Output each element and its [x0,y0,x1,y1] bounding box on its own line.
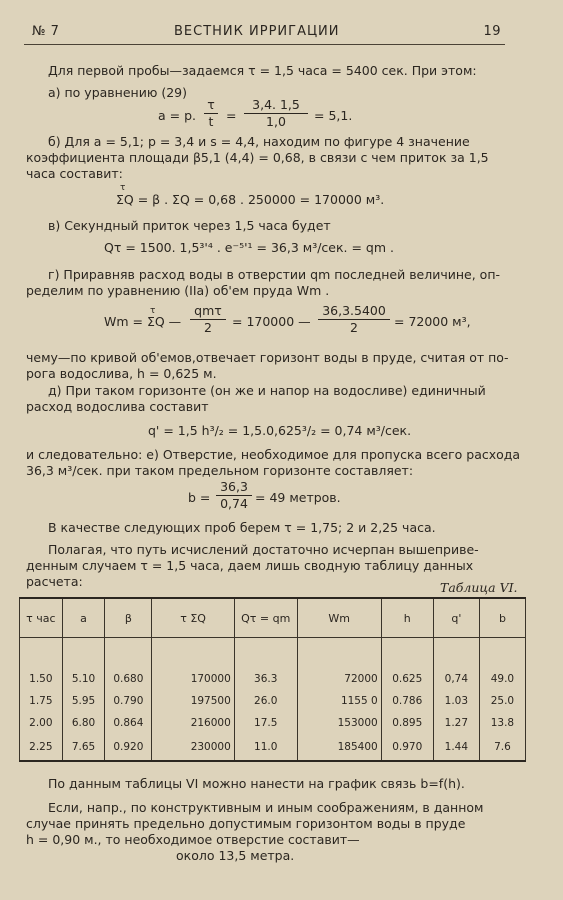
table-cell: 216000 [152,712,234,734]
col-header-tau: τ час [20,598,63,638]
eq-e-num: 36,3 [220,479,248,494]
paragraph-last-line4: около 13,5 метра. [176,848,295,863]
paragraph-last-line3: h = 0,90 м., то необходимое отверстие составит— [26,832,360,847]
paragraph-v: в) Секундный приток через 1,5 часа будет [48,218,331,233]
table-cell: 1.75 [20,690,63,712]
table-cell: 36.3 [234,668,297,690]
col-header-a: а [62,598,105,638]
issue-number: № 7 [32,24,60,39]
table-cell: 25.0 [479,690,525,712]
table-cell: 0.920 [105,734,152,761]
paragraph-summary-line3: расчета: [26,574,83,589]
table-cell: 6.80 [62,712,105,734]
table-cell: 0,74 [433,668,479,690]
table-cell: 13.8 [479,712,525,734]
paragraph-a: а) по уравнению (29) [48,85,187,100]
table-cell: 0.680 [105,668,152,690]
paragraph-last-line2: случае принять предельно допустимым горизонтом воды в пруде [26,816,466,831]
table-cell: 2.00 [20,712,63,734]
eq-g-result: = 72000 м³, [394,314,471,329]
table-cell: 0.970 [381,734,433,761]
table-row [20,712,526,734]
paragraph-b-line2: коэффициента площади β5,1 (4,4) = 0,68, в связи с чем приток за 1,5 [26,150,489,165]
table-header-row [20,598,526,638]
paragraph-summary-line2: денным случаем τ = 1,5 часа, даем лишь сводную таблицу данных [26,558,474,573]
data-table [19,597,526,762]
col-header-qtau: Qτ = qm [234,598,297,638]
col-header-q-prime: q' [433,598,479,638]
table-cell: 2.25 [20,734,63,761]
paragraph-g-line1: г) Приравняв расход воды в отверстии qm последней величине, оп- [48,267,501,282]
equation-d: q' = 1,5 h³/₂ = 1,5.0,625³/₂ = 0,74 м³/сек. [148,423,412,438]
table-cell: 11.0 [234,734,297,761]
paragraph-c-line2: рога водослива, h = 0,625 м. [26,366,217,381]
eq-a-den2: 1,0 [266,114,286,129]
eq-a-result: = 5,1. [314,108,353,123]
table-cell: 0.625 [381,668,433,690]
eq-b-tau: τ [120,183,126,193]
eq-a-eq: = [226,108,237,123]
eq-a-num2: 3,4. 1,5 [252,97,300,112]
header-rule [24,44,505,45]
eq-g-num2: 36,3.5400 [322,303,386,318]
running-header [24,24,501,42]
eq-g-lhs: Wm = ΣQ — [104,314,182,329]
page-number: 19 [483,24,501,39]
table-cell: 1.50 [20,668,63,690]
paragraph-d-line1: д) При таком горизонте (он же и напор на водосливе) единичный [48,383,486,398]
col-header-beta: β [105,598,152,638]
equation-v: Qτ = 1500. 1,5³'⁴ . e⁻⁵'¹ = 36,3 м³/сек. = qm . [104,240,394,255]
table-cell: 185400 [297,734,381,761]
table-cell: 170000 [152,668,234,690]
table-cell: 5.10 [62,668,105,690]
table-cell: 0.895 [381,712,433,734]
eq-g-tau: τ [150,306,156,316]
col-header-b: b [479,598,525,638]
table-cell: 7.65 [62,734,105,761]
paragraph-d-line2: расход водослива составит [26,399,209,414]
table-cell: 17.5 [234,712,297,734]
table-cell: 230000 [152,734,234,761]
eq-g-mid: = 170000 — [232,314,311,329]
col-header-wm: Wm [297,598,381,638]
table-cell: 0.864 [105,712,152,734]
table-cell: 1155 0 [297,690,381,712]
paragraph-c-line1: чему—по кривой об'емов,отвечает горизонт воды в пруде, считая от по- [26,350,509,365]
journal-title: ВЕСТНИК ИРРИГАЦИИ [174,24,340,39]
table-cell: 0.786 [381,690,433,712]
table-row [20,690,526,712]
table-cell: 5.95 [62,690,105,712]
table-cell: 72000 [297,668,381,690]
table-cell: 153000 [297,712,381,734]
eq-g-den2: 2 [350,320,358,335]
table-spacer-row [20,638,526,669]
paragraph-g-line2: ределим по уравнению (IIа) об'ем пруда Wm . [26,283,330,298]
table-cell: 26.0 [234,690,297,712]
eq-e-result: = 49 метров. [255,490,341,505]
table-cell: 7.6 [479,734,525,761]
eq-g-num1: qmτ [194,303,222,318]
table-cell: 0.790 [105,690,152,712]
paragraph-summary-line1: Полагая, что путь исчислений достаточно исчерпан вышеприве- [48,542,479,557]
table-cell: 1.44 [433,734,479,761]
table-cell: 49.0 [479,668,525,690]
col-header-h: h [381,598,433,638]
eq-a-num1: τ [207,97,215,112]
paragraph-intro: Для первой пробы—задаемся τ = 1,5 часа = 5400 сек. При этом: [48,63,477,78]
paragraph-b-line3: часа составит: [26,166,123,181]
col-header-sumq: τ ΣQ [152,598,234,638]
table-caption: Таблица VI. [440,580,518,595]
paragraph-next: В качестве следующих проб берем τ = 1,75; 2 и 2,25 часа. [48,520,436,535]
table-row [20,734,526,761]
table-cell: 1.27 [433,712,479,734]
table-cell: 1.03 [433,690,479,712]
eq-a-den1: t [208,114,214,129]
eq-e-lhs: b = [188,490,211,505]
eq-a-lhs: а = р. [158,108,196,123]
eq-e-den: 0,74 [220,496,248,511]
paragraph-e-line1: и следовательно: е) Отверстие, необходимое для пропуска всего расхода [26,447,521,462]
paragraph-last-line1: Если, напр., по конструктивным и иным соображениям, в данном [48,800,484,815]
eq-g-den1: 2 [204,320,212,335]
table-cell: 197500 [152,690,234,712]
paragraph-graph: По данным таблицы VI можно нанести на график связь b=f(h). [48,776,465,791]
eq-b-text: ΣQ = β . ΣQ = 0,68 . 250000 = 170000 м³. [116,192,385,207]
paragraph-b-line1: б) Для а = 5,1; р = 3,4 и s = 4,4, находим по фигуре 4 значение [48,134,470,149]
table-row [20,668,526,690]
paragraph-e-line2: 36,3 м³/сек. при таком предельном горизонте составляет: [26,463,414,478]
